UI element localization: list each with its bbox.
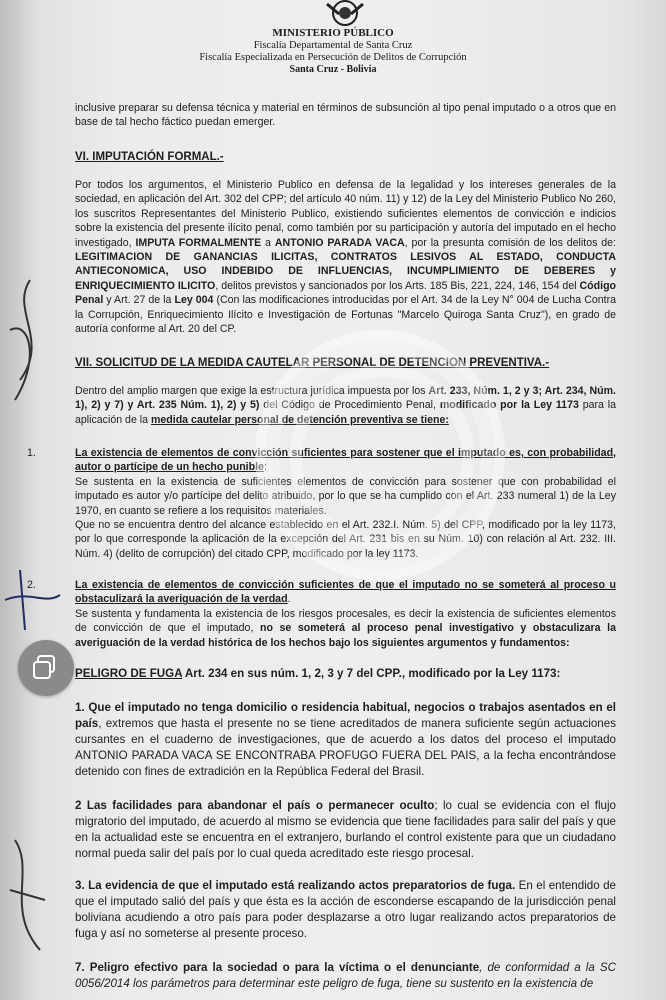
s6-ley-004: Ley 004 <box>174 294 214 307</box>
list-item-1-body-1: Se sustenta en la existencia de suficientes elementos de convicción para sostener que con probabilidad el imputado es autor y/o partícipe del delito atribuido, por lo que se ha cumplido con el Art. 233 numeral 1) de la Ley 1970, en cuanto se refiere a los requisitos materiales. <box>75 475 616 517</box>
s6-text-e: , por la presunta comisión de los delitos de: <box>404 236 617 249</box>
list-item-2-title: La existencia de elementos de convicción suficientes de que el imputado no se someterá al proceso u obstaculizará la averiguación de la verdad <box>75 579 616 606</box>
list-item-1-title: La existencia de elementos de convicción suficientes para sostener que el imputado es, con probabilidad, autor o partícipe de un hecho punible <box>75 447 616 474</box>
s6-defendant-name: ANTONIO PARADA VACA <box>274 236 405 249</box>
s7-text-a: Dentro del amplio margen que exige la estructura jurídica impuesta por los <box>75 385 429 397</box>
s6-codigo-penal: Código Penal <box>75 279 617 307</box>
fuga-point-3-bold: 3. La evidencia de que el imputado está realizando actos preparatorios de fuga. <box>75 879 516 892</box>
list-item-2-body-b: no se someterá al proceso penal investigativo y obstaculizara la averiguación de la verdad histórica de los hechos bajo los siguientes argumentos y fundamentos: <box>75 622 616 649</box>
s7-ley-1173: modificado por la Ley 1173 <box>439 399 579 412</box>
bolivia-crest-icon <box>321 0 369 26</box>
intro-paragraph: inclusive preparar su defensa técnica y material en términos de subsunción al tipo penal imputado o a otros que en base de tal hecho fáctico puedan emerger. <box>75 102 616 129</box>
list-item-2-number: 2. <box>27 579 36 591</box>
s6-text-c: a <box>261 236 275 249</box>
copy-button[interactable] <box>18 640 74 696</box>
fuga-point-1 <box>75 700 616 780</box>
section-7-title: VII. SOLICITUD DE LA MEDIDA CAUTELAR PERSONAL DE DETENCION PREVENTIVA.- <box>75 357 550 369</box>
list-item-2-title-end: . <box>287 593 291 606</box>
s7-medida: medida cautelar personal de detención preventiva se tiene: <box>150 413 449 426</box>
s6-imputa: IMPUTA FORMALMENTE <box>135 236 262 249</box>
copy-icon <box>18 640 74 696</box>
s6-text-k: (Con las modificaciones introducidas por el Art. 34 de la Ley N° 004 de Lucha Contra la Corrupción, Enriquecimiento Ilícito e Investigación de Fortunas "Marcelo Quiroga Santa Cruz"), en grado de autoría conforme al Art. 20 del CP. <box>75 294 617 336</box>
fuga-point-1-bold: no tenga domicilio o residencia habitual, negocios o trabajos asentados en el país <box>75 701 617 730</box>
header-location: Santa Cruz - Bolivia <box>289 64 377 75</box>
s6-text-g: , delitos previstos y sancionados por los Arts. 185 Bis, 221, 224, 146, 154 del <box>215 279 580 292</box>
section-6-title: VI. IMPUTACIÓN FORMAL.- <box>75 151 224 163</box>
s7-text-c: del Código de Procedimiento Penal, <box>259 399 440 412</box>
peligro-fuga-label: PELIGRO DE FUGA <box>75 667 183 680</box>
fuga-point-3-text: En el entendido de que el imputado salió del país y que ésta es la acción de esconderse escapando de la jurisdicción penal boliviana acudiendo a otro país para poder desplazarse a otro lugar realizando actos preparatorios de fuga y así no someterse al presente proceso. <box>75 879 617 940</box>
peligro-fuga-heading <box>75 666 616 682</box>
section-6-paragraph <box>75 178 616 336</box>
list-item-1-title-end: : <box>263 461 267 474</box>
s7-text-e: para la aplicación de la <box>75 399 617 426</box>
s6-text-i: y Art. 27 de la <box>103 294 175 307</box>
watermark-ring-inner <box>290 365 474 549</box>
fuga-point-2 <box>75 798 616 862</box>
peligro-fuga-articles: Art. 234 en sus núm. 1, 2, 3 y 7 del CPP., modificado por la Ley 1173: <box>182 667 561 680</box>
header-ministry: MINISTERIO PÚBLICO <box>272 27 394 39</box>
list-item-2-body <box>75 607 616 650</box>
fuga-point-7 <box>75 960 616 992</box>
s6-crimes: LEGITIMACION DE GANANCIAS ILICITAS, CONTRATOS LESIVOS AL ESTADO, CONDUCTA ANTIECONOMICA, USO INDEBIDO DE INFLUENCIAS, INCUMPLIMIENTO DE DEBERES y ENRIQUECIMIENTO ILICITO <box>75 251 616 292</box>
header-specialized: Fiscalía Especializada en Persecución de Delitos de Corrupción <box>199 52 467 63</box>
margin-signature-scribbles <box>0 250 70 1000</box>
fuga-point-7-bold: 7. Peligro efectivo para la sociedad o para la víctima o el denunciante <box>75 961 480 974</box>
fuga-point-1-text: , extremos que hasta el presente no se tiene acreditados de manera suficiente según actuaciones cursantes en el cuaderno de investigaciones, que de acuerdo a los datos del proceso el imputado ANTONIO PARADA VACA SE ENCONTRABA PROFUGO FUERA DEL PAIS, a la fecha encontrándose detenido con fines de extradición en la República Federal del Brasil. <box>75 717 616 778</box>
fuga-point-2-bold: 2 Las facilidades para abandonar el país o permanecer oculto <box>75 799 435 812</box>
list-item-2 <box>27 578 616 650</box>
list-item-1-body-2: Que no se encuentra dentro del alcance establecido en el Art. 232.I. Núm. 5) del CPP, modificado por la ley 1173, por lo que corresponde la aplicación de la excepción del Art. 231 bis en su Núm. 10) con relación al Art. 232. III. Núm. 4) (delito de corrupción) del citado CPP, modificado por la ley 1173. <box>75 519 616 560</box>
fuga-point-1-lead: 1. Que el imputado <box>75 701 184 714</box>
s6-text-a: Por todos los argumentos, el Ministerio Publico en defensa de la legalidad y los intereses generales de la sociedad, en aplicación del Art. 302 del CPP; del artículo 40 núm. 11) y 12) de la Ley del Ministerio Publico No 260, los suscritos Representantes del Ministerio Publico, existiendo suficientes elementos de convicción e indicios sobre la existencia del presente ilícito penal, como también por su participación y autoría del imputado en el hecho investigado, <box>75 179 616 249</box>
fuga-point-2-text: ; lo cual se evidencia con el flujo migratorio del imputado, de acuerdo al mismo se evidencia que tiene facilidades para salir del país y que en la actualidad este se encuentra en el extranjero, burlando el control existente para que un ciudadano normal pueda salir del país por lo cual queda acreditado este riesgo procesal. <box>75 799 616 860</box>
fuga-point-7-text: , de conformidad a la SC 0056/2014 los parámetros para determinar este peligro de fuga, tiene su sustento en la existencia de <box>75 961 616 990</box>
fuga-point-3 <box>75 878 616 942</box>
header-fiscalia: Fiscalía Departamental de Santa Cruz <box>253 40 413 51</box>
list-item-1-number: 1. <box>27 447 36 459</box>
s7-articles: Art. 233, Núm. 1, 2 y 3; Art. 234, Núm. 1), 2) y 7) y Art. 235 Núm. 1), 2) y 5) <box>75 385 616 412</box>
list-item-2-body-a: Se sustenta y fundamenta la existencia de los riesgos procesales, es decir la existencia de suficientes elementos de convicción de que el imputado, <box>75 607 616 635</box>
